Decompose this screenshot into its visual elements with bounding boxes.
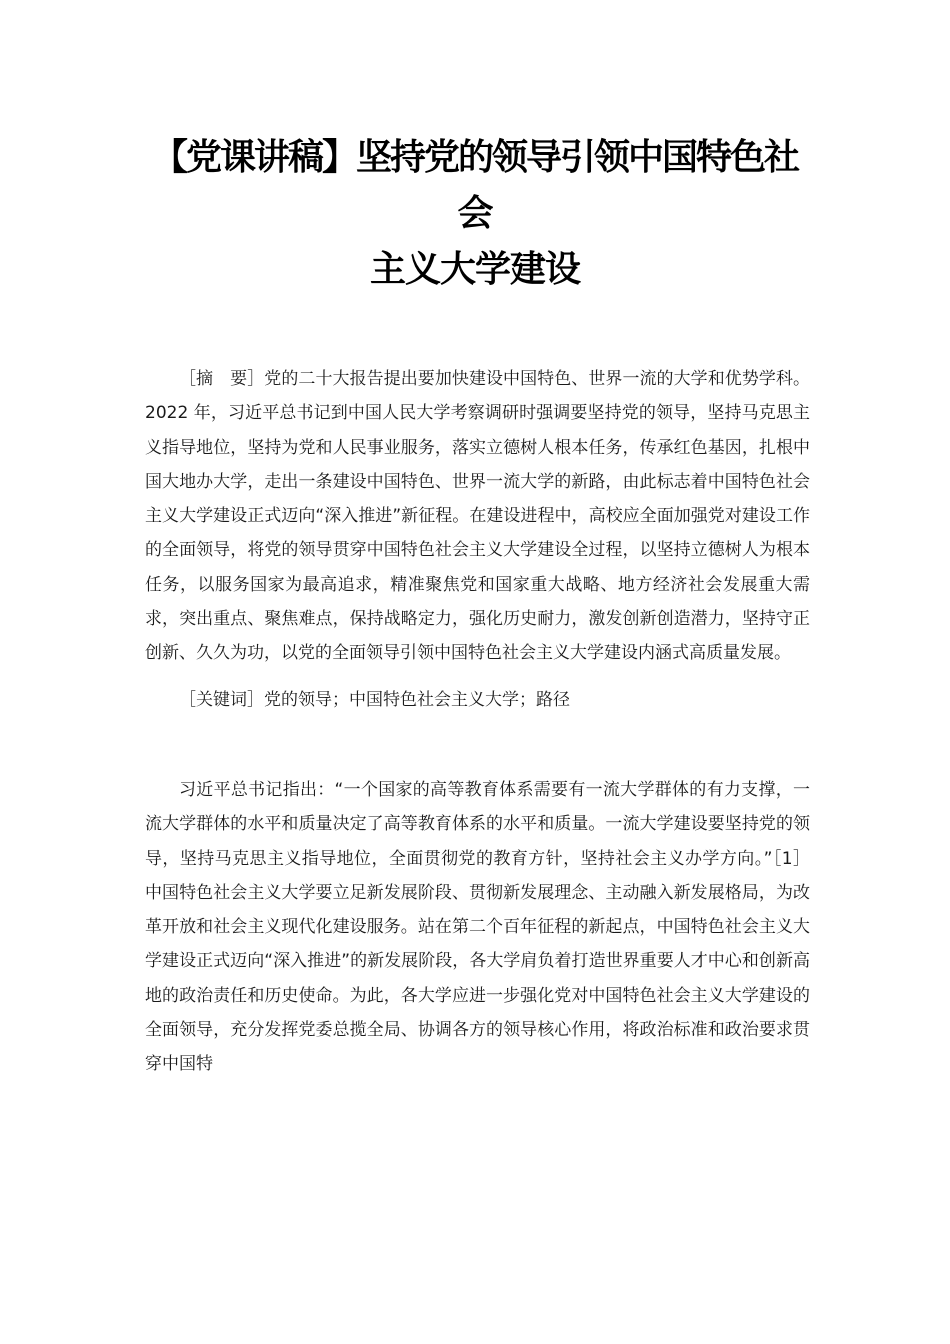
body-paragraph: 习近平总书记指出：“一个国家的高等教育体系需要有一流大学群体的有力支撑，一流大学群体的水平和质量决定了高等教育体系的水平和质量。一流大学建设要坚持党的领导，坚持马克思主义指导地位，全面贯彻党的教育方针，坚持社会主义办学方向。”［1］中国特色社会主义大学要立足新发展阶段、贯彻新发展理念、主动融入新发展格局，为改革开放和社会主义现代化建设服务。站在第二个百年征程的新起点，中国特色社会主义大学建设正式迈向“深入推进”的新发展阶段，各大学肩负着打造世界重要人才中心和创新高地的政治责任和历史使命。为此，各大学应进一步强化党对中国特色社会主义大学建设的全面领导，充分发挥党委总揽全局、协调各方的领导核心作用，将政治标准和政治要求贯穿中国特 — [145, 779, 810, 1075]
title-line-3: 主义大学建设 — [369, 249, 580, 290]
keywords-label: ［关键词］ — [179, 689, 264, 710]
keywords-text: 党的领导；中国特色社会主义大学；路径 — [264, 689, 570, 710]
keywords-paragraph — [145, 683, 810, 717]
abstract-label: ［摘 要］ — [179, 369, 265, 389]
title-line-2: 会 — [457, 193, 493, 234]
abstract-paragraph — [145, 362, 810, 671]
title-line-1: 【党课讲稿】坚持党的领导引领中国特色社 — [151, 137, 798, 178]
abstract-text: 党的二十大报告提出要加快建设中国特色、世界一流的大学和优势学科。2022 年，习近平总书记到中国人民大学考察调研时强调要坚持党的领导，坚持马克思主义指导地位，坚持为党和人民事业服务，落实立德树人根本任务，传承红色基因，扎根中国大地办大学，走出一条建设中国特色、世界一流大学的新路，由此标志着中国特色社会主义大学建设正式迈向“深入推进”新征程。在建设进程中，高校应全面加强党对建设工作的全面领导，将党的领导贯穿中国特色社会主义大学建设全过程，以坚持立德树人为根本任务，以服务国家为最高追求，精准聚焦党和国家重大战略、地方经济社会发展重大需求，突出重点、聚焦难点，保持战略定力，强化历史耐力，激发创新创造潜力，坚持守正创新、久久为功，以党的全面领导引领中国特色社会主义大学建设内涵式高质量发展。 — [145, 369, 811, 664]
document-title — [130, 130, 820, 298]
document-body — [145, 362, 810, 1082]
